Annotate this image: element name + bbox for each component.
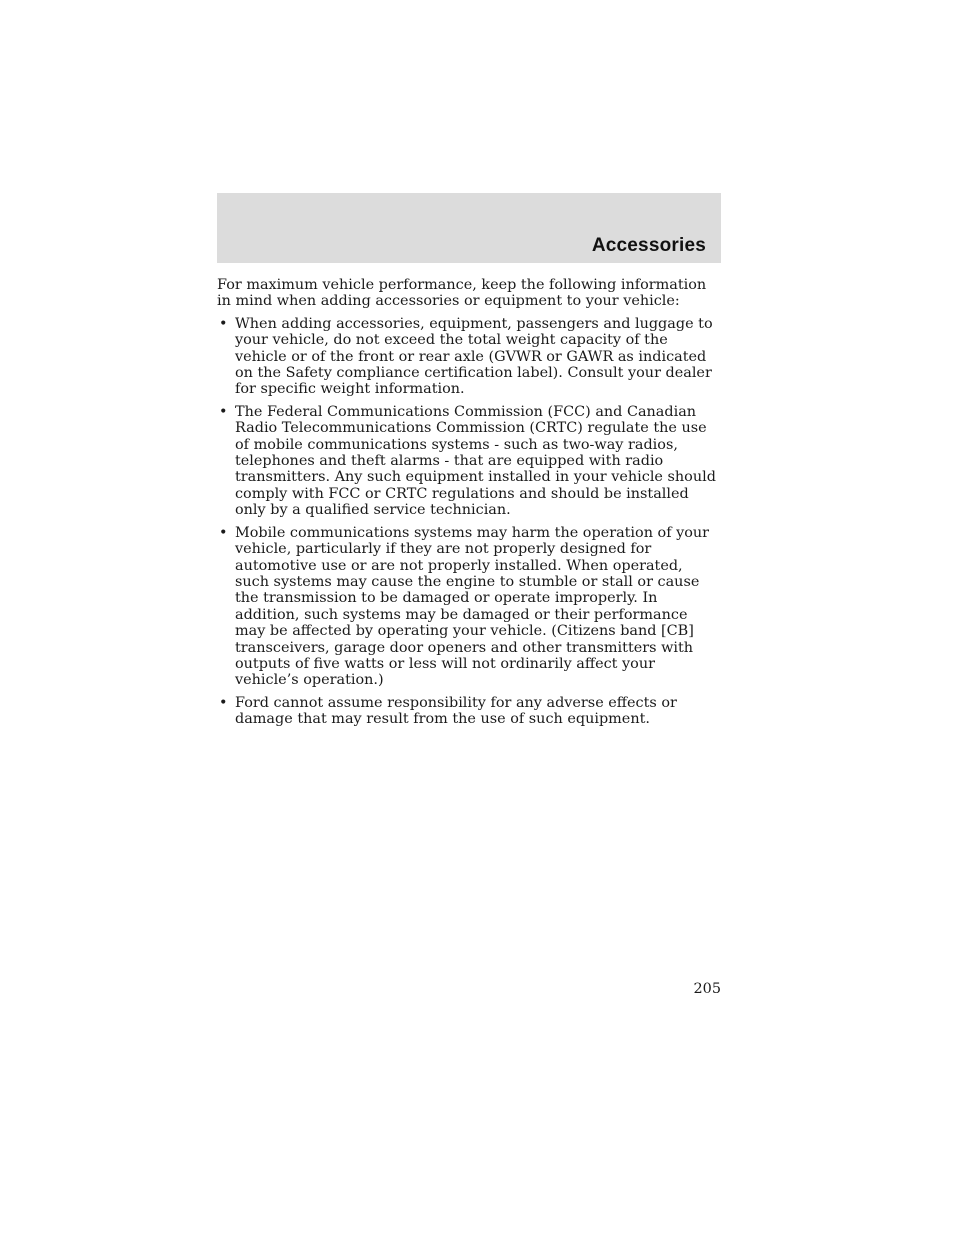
bullet-icon: •: [219, 524, 228, 541]
list-item: [217, 404, 717, 519]
section-header-band: [217, 193, 721, 263]
list-item: [217, 695, 717, 728]
bullet-icon: •: [219, 403, 228, 420]
bullet-icon: •: [219, 315, 228, 332]
list-item: [217, 316, 717, 398]
bullet-icon: •: [219, 694, 228, 711]
intro-paragraph: For maximum vehicle performance, keep the following information in mind when adding accessories or equipment to your vehicle:: [217, 277, 707, 310]
list-item-text: The Federal Communications Commission (FCC) and Canadian Radio Telecommunications Commission (CRTC) regulate the use of mobile communications systems - such as two-way radios, telephones and theft alarms - that are equipped with radio transmitters. Any such equipment installed in your vehicle should comply with FCC or CRTC regulations and should be installed only by a qualified service technician.: [235, 403, 716, 519]
list-item-text: Mobile communications systems may harm the operation of your vehicle, particularly if they are not properly designed for automotive use or are not properly installed. When operated, such systems may cause the engine to stumble or stall or cause the transmission to be damaged or operate improperly. In addition, such systems may be damaged or their performance may be affected by operating your vehicle. (Citizens band [CB] transceivers, garage door openers and other transmitters with outputs of five watts or less will not ordinarily affect your vehicle’s operation.): [235, 524, 710, 689]
page-content: [217, 277, 717, 734]
list-item-text: Ford cannot assume responsibility for any adverse effects or damage that may result from the use of such equipment.: [235, 694, 677, 728]
page-number: 205: [693, 981, 721, 997]
list-item-text: When adding accessories, equipment, passengers and luggage to your vehicle, do not exceed the total weight capacity of the vehicle or of the front or rear axle (GVWR or GAWR as indicated on the Safety compliance certification label). Consult your dealer for specific weight information.: [235, 315, 713, 398]
section-title: Accessories: [591, 235, 706, 256]
bullet-list: [217, 316, 717, 728]
list-item: [217, 525, 717, 689]
